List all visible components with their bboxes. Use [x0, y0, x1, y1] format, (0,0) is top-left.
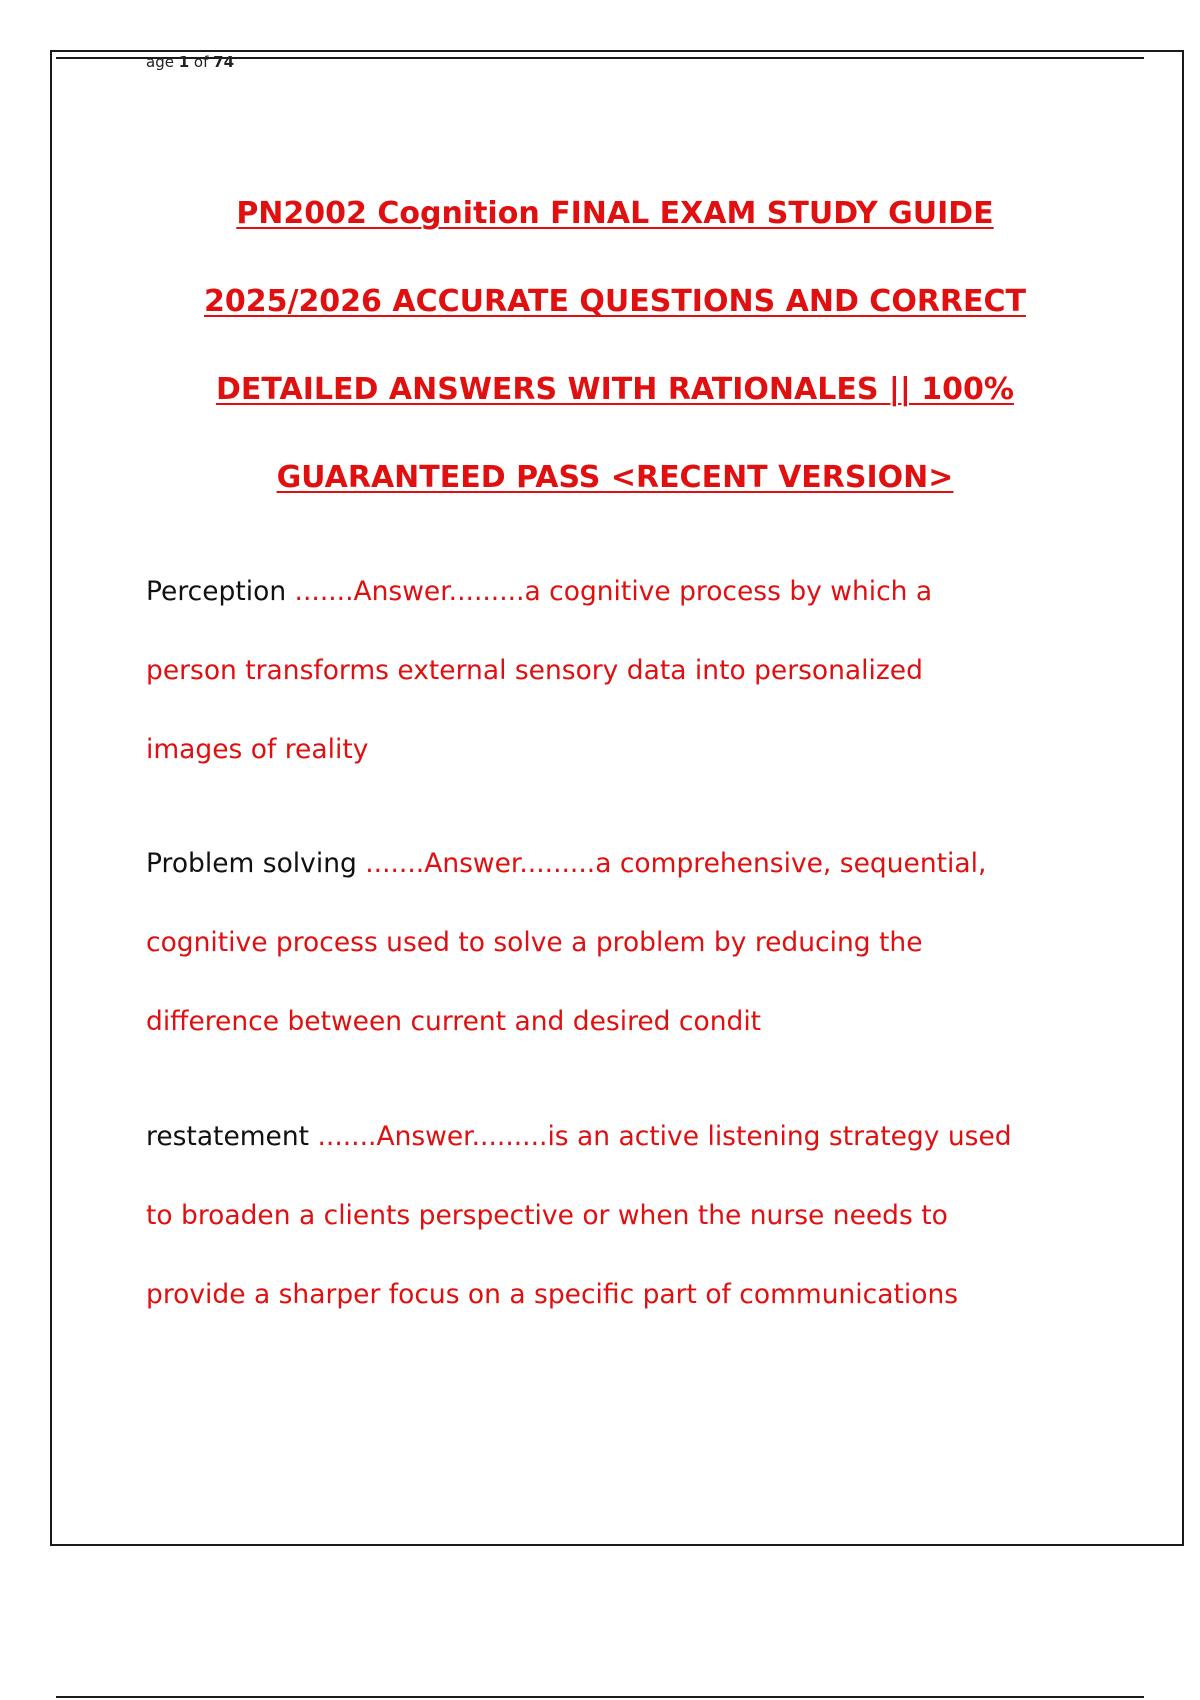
qa-entry-restatement — [146, 1097, 1086, 1334]
page-counter — [146, 53, 234, 71]
next-page-rule — [56, 1696, 1144, 1698]
qa-answer-start: a cognitive process by which a — [524, 576, 933, 607]
title-line-2: 2025/2026 ACCURATE QUESTIONS AND CORRECT — [203, 284, 1026, 319]
qa-line-1 — [146, 824, 1086, 903]
qa-answer-start: a comprehensive, sequential, — [595, 848, 987, 879]
qa-separator: .......Answer......... — [317, 1121, 548, 1152]
page-of: of — [189, 53, 214, 71]
qa-answer-start: is an active listening strategy used — [547, 1121, 1012, 1152]
qa-entry-perception — [146, 552, 1086, 789]
qa-line-1 — [146, 1097, 1086, 1176]
qa-entry-problem-solving — [146, 824, 1086, 1061]
page-current: 1 — [178, 53, 190, 71]
qa-answer-line-2: to broaden a clients perspective or when the nurse needs to — [146, 1200, 948, 1231]
title-line-1: PN2002 Cognition FINAL EXAM STUDY GUIDE — [236, 196, 994, 231]
page-total: 74 — [213, 53, 235, 71]
page-prefix: age — [146, 53, 179, 71]
qa-line-1 — [146, 552, 1086, 631]
qa-answer-line-3: difference between current and desired condit — [146, 1006, 762, 1037]
document-title — [140, 170, 1090, 522]
qa-answer-line-3: provide a sharper focus on a specific part of communications — [146, 1279, 959, 1310]
qa-answer-line-3: images of reality — [146, 734, 369, 765]
qa-answer-line-2: cognitive process used to solve a problem by reducing the — [146, 927, 923, 958]
qa-term: Perception — [146, 576, 295, 607]
qa-separator: .......Answer......... — [294, 576, 525, 607]
title-line-3: DETAILED ANSWERS WITH RATIONALES || 100% — [216, 372, 1014, 407]
qa-term: restatement — [146, 1121, 318, 1152]
qa-separator: .......Answer......... — [365, 848, 596, 879]
qa-answer-line-2: person transforms external sensory data into personalized — [146, 655, 923, 686]
title-line-4: GUARANTEED PASS <RECENT VERSION> — [276, 460, 954, 495]
qa-term: Problem solving — [146, 848, 366, 879]
